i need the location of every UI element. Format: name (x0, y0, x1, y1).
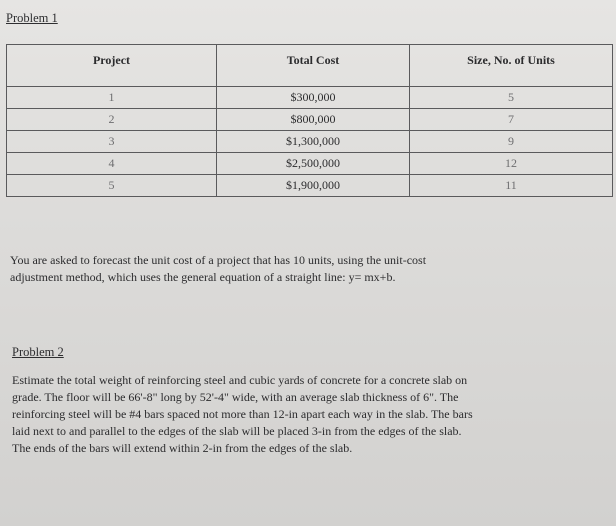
cell-project: 5 (7, 175, 217, 197)
cell-units: 7 (410, 109, 613, 131)
cell-units: 11 (410, 175, 613, 197)
cell-project: 4 (7, 153, 217, 175)
cell-project: 2 (7, 109, 217, 131)
body-line: reinforcing steel will be #4 bars spaced not more than 12-in apart each way in the slab. The bars (12, 407, 473, 421)
cell-total-cost: $1,900,000 (217, 175, 410, 197)
table-row (7, 109, 613, 131)
table-row (7, 87, 613, 109)
cell-total-cost: $300,000 (217, 87, 410, 109)
cell-units: 12 (410, 153, 613, 175)
body-line: The ends of the bars will extend within 2-in from the edges of the slab. (12, 441, 353, 455)
cell-units: 5 (410, 87, 613, 109)
cell-total-cost: $800,000 (217, 109, 410, 131)
table-header-row (7, 45, 613, 87)
project-cost-table (6, 44, 612, 197)
body-line: laid next to and parallel to the edges of the slab will be placed 3-in from the edges of the slab. (12, 424, 462, 438)
problem-1-title: Problem 1 (6, 11, 58, 25)
problem-2-body (12, 372, 612, 457)
body-line: grade. The floor will be 66'-8" long by 52'-4" wide, with an average slab thickness of 6". The (12, 390, 459, 404)
question-line: adjustment method, which uses the general equation of a straight line: y= mx+b. (10, 270, 396, 284)
body-line: Estimate the total weight of reinforcing steel and cubic yards of concrete for a concrete slab on (12, 373, 468, 387)
header-size-units: Size, No. of Units (410, 45, 613, 87)
cell-project: 1 (7, 87, 217, 109)
table-row (7, 131, 613, 153)
table-row (7, 175, 613, 197)
header-project: Project (7, 45, 217, 87)
cell-units: 9 (410, 131, 613, 153)
cell-total-cost: $2,500,000 (217, 153, 410, 175)
cell-total-cost: $1,300,000 (217, 131, 410, 153)
header-total-cost: Total Cost (217, 45, 410, 87)
table-row (7, 153, 613, 175)
cell-project: 3 (7, 131, 217, 153)
question-line: You are asked to forecast the unit cost of a project that has 10 units, using the unit-cost (10, 253, 427, 267)
problem-2-title: Problem 2 (12, 345, 64, 359)
problem-1-question (10, 252, 600, 286)
